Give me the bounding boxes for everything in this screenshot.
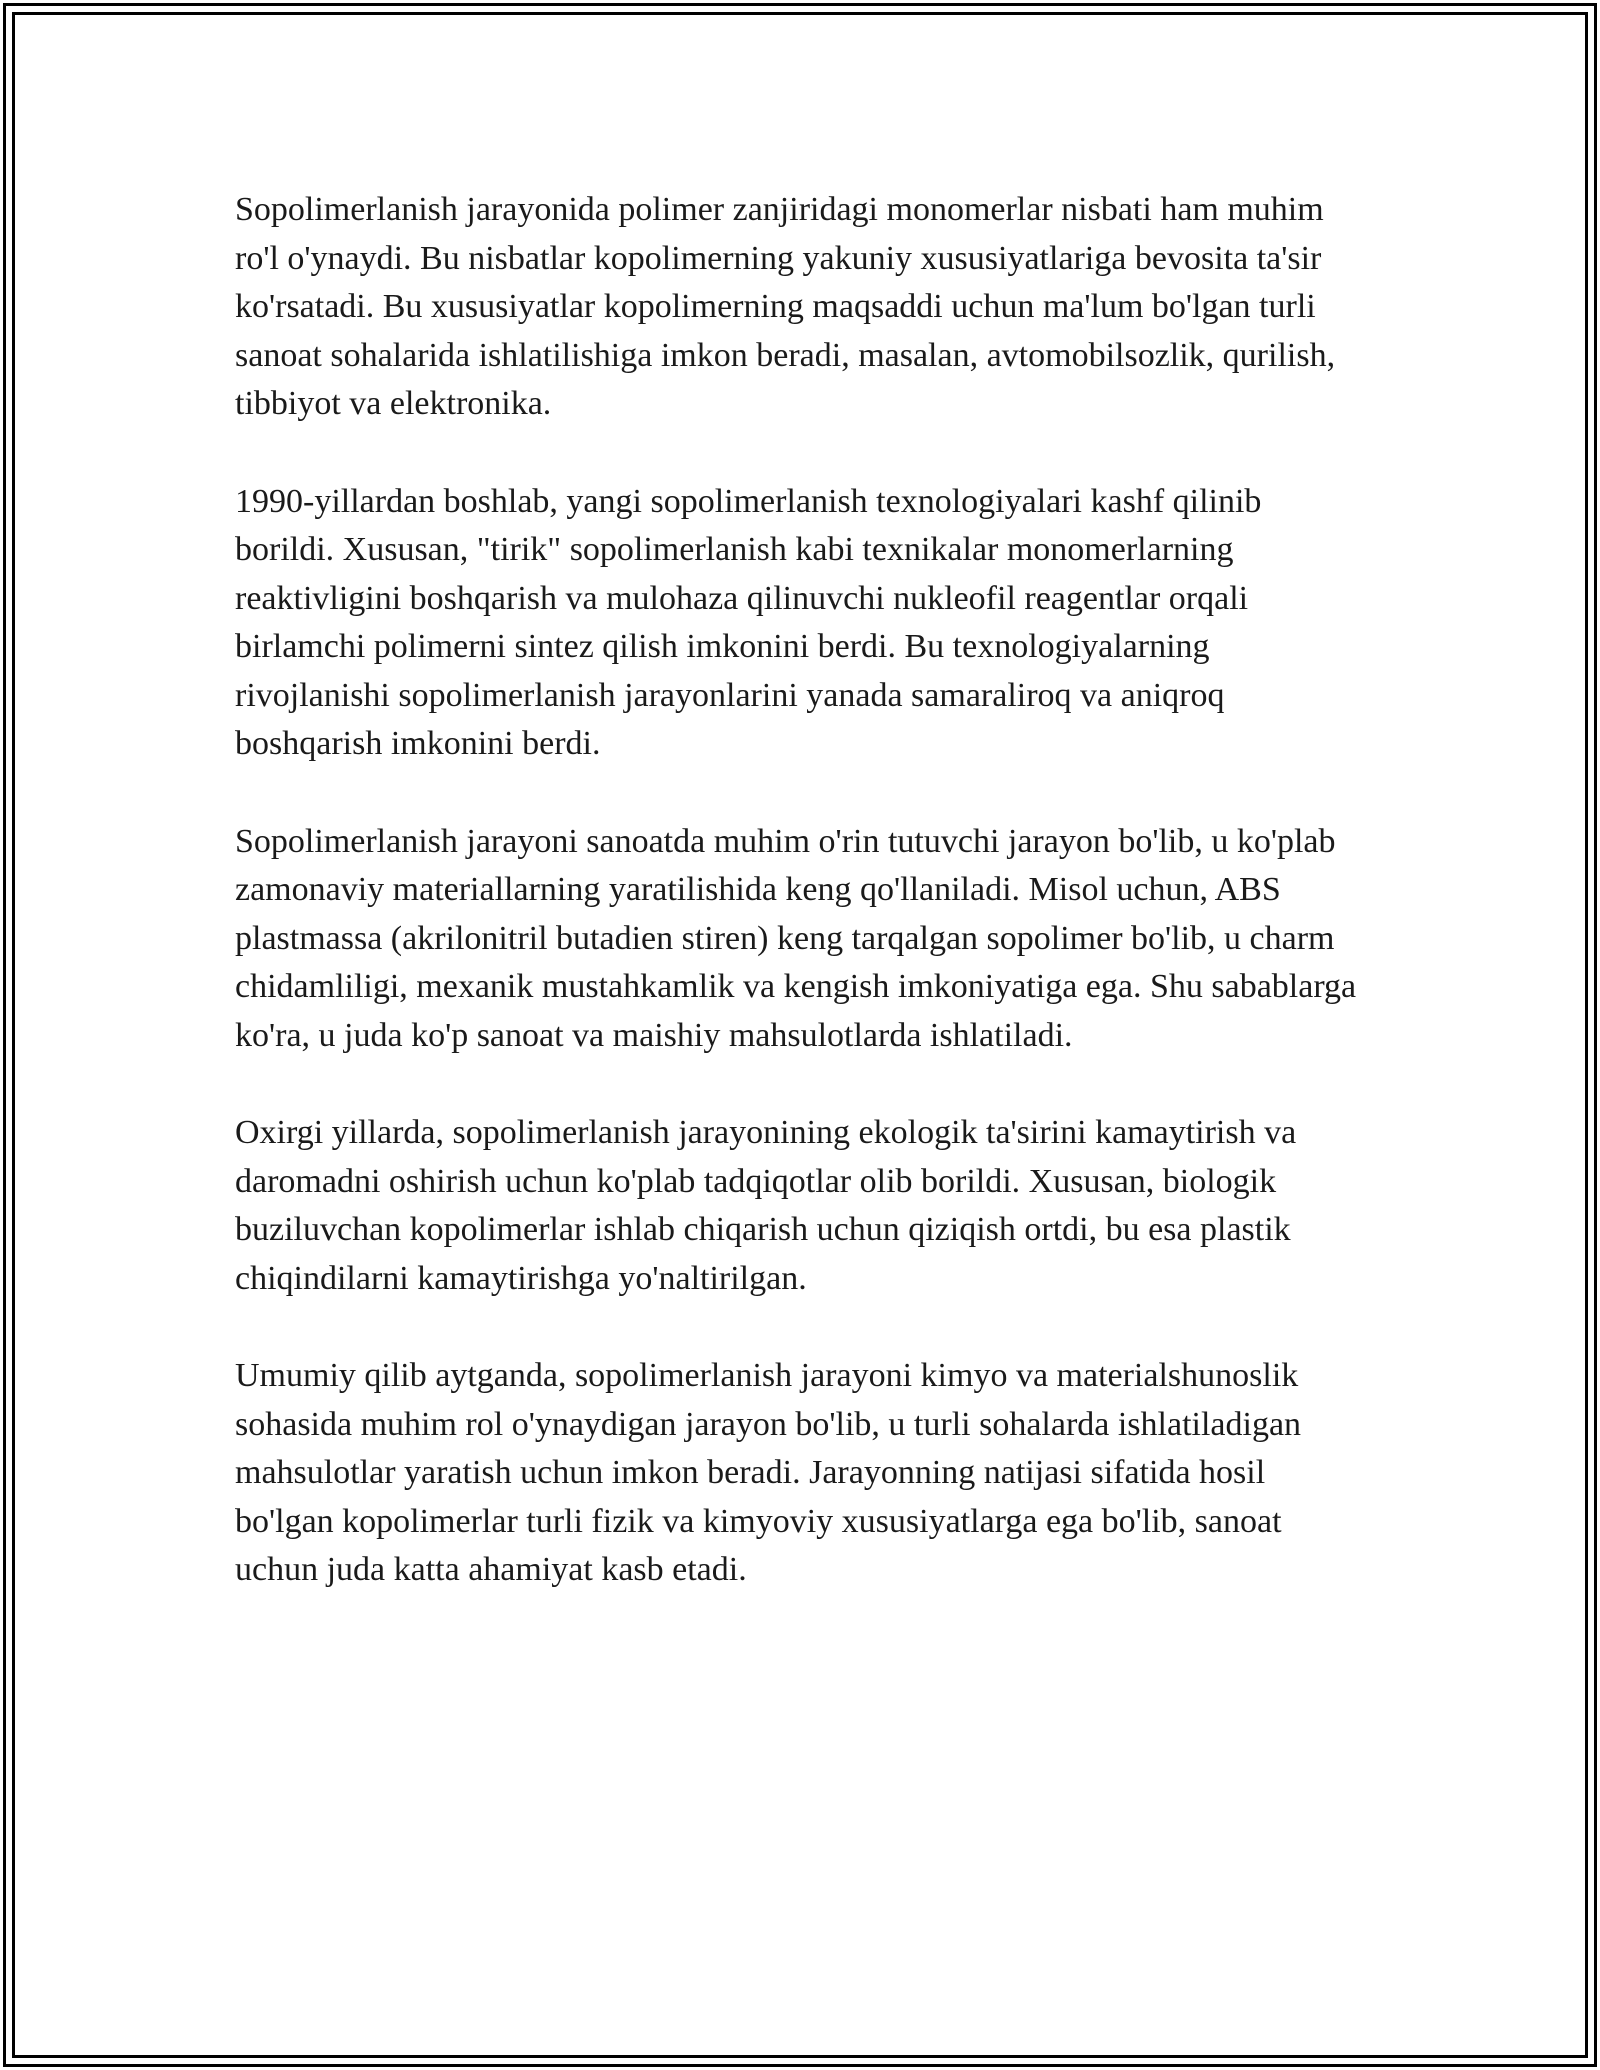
paragraph-2: 1990-yillardan boshlab, yangi sopolimerlanish texnologiyalari kashf qilinib borildi. Xususan, "tirik" sopolimerlanish kabi texnikalar monomerlarning reaktivligini boshqarish va mulohaza qilinuvchi nukleofil reagentlar orqali birlamchi polimerni sintez qilish imkonini berdi. Bu texnologiyalarning rivojlanishi sopolimerlanish jarayonlarini yanada samaraliroq va aniqroq boshqarish imkonini berdi. [235, 482, 1262, 762]
paragraph-1: Sopolimerlanish jarayonida polimer zanjiridagi monomerlar nisbati ham muhim ro'l o'ynaydi. Bu nisbatlar kopolimerning yakuniy xususiyatlariga bevosita ta'sir ko'rsatadi. Bu xususiyatlar kopolimerning maqsaddi uchun ma'lum bo'lgan turli sanoat sohalarida ishlatilishiga imkon beradi, masalan, avtomobilsozlik, qurilish, tibbiyot va elektronika. [235, 191, 1336, 422]
document-body [235, 186, 1365, 1595]
paragraph-4: Oxirgi yillarda, sopolimerlanish jarayonining ekologik ta'sirini kamaytirish va daromadni oshirish uchun ko'plab tadqiqotlar olib borildi. Xususan, biologik buziluvchan kopolimerlar ishlab chiqarish uchun qiziqish ortdi, bu esa plastik chiqindilarni kamaytirishga yo'naltirilgan. [235, 1114, 1297, 1297]
paragraph-3: Sopolimerlanish jarayoni sanoatda muhim o'rin tutuvchi jarayon bo'lib, u ko'plab zamonaviy materiallarning yaratilishida keng qo'llaniladi. Misol uchun, ABS plastmassa (akrilonitril butadien stiren) keng tarqalgan sopolimer bo'lib, u charm chidamliligi, mexanik mustahkamlik va kengish imkoniyatiga ega. Shu sabablarga ko'ra, u juda ko'p sanoat va maishiy mahsulotlarda ishlatiladi. [235, 822, 1357, 1054]
paragraph-5: Umumiy qilib aytganda, sopolimerlanish jarayoni kimyo va materialshunoslik sohasida muhim rol o'ynaydigan jarayon bo'lib, u turli sohalarda ishlatiladigan mahsulotlar yaratish uchun imkon beradi. Jarayonning natijasi sifatida hosil bo'lgan kopolimerlar turli fizik va kimyoviy xususiyatlarga ega bo'lib, sanoat uchun juda katta ahamiyat kasb etadi. [235, 1357, 1302, 1588]
